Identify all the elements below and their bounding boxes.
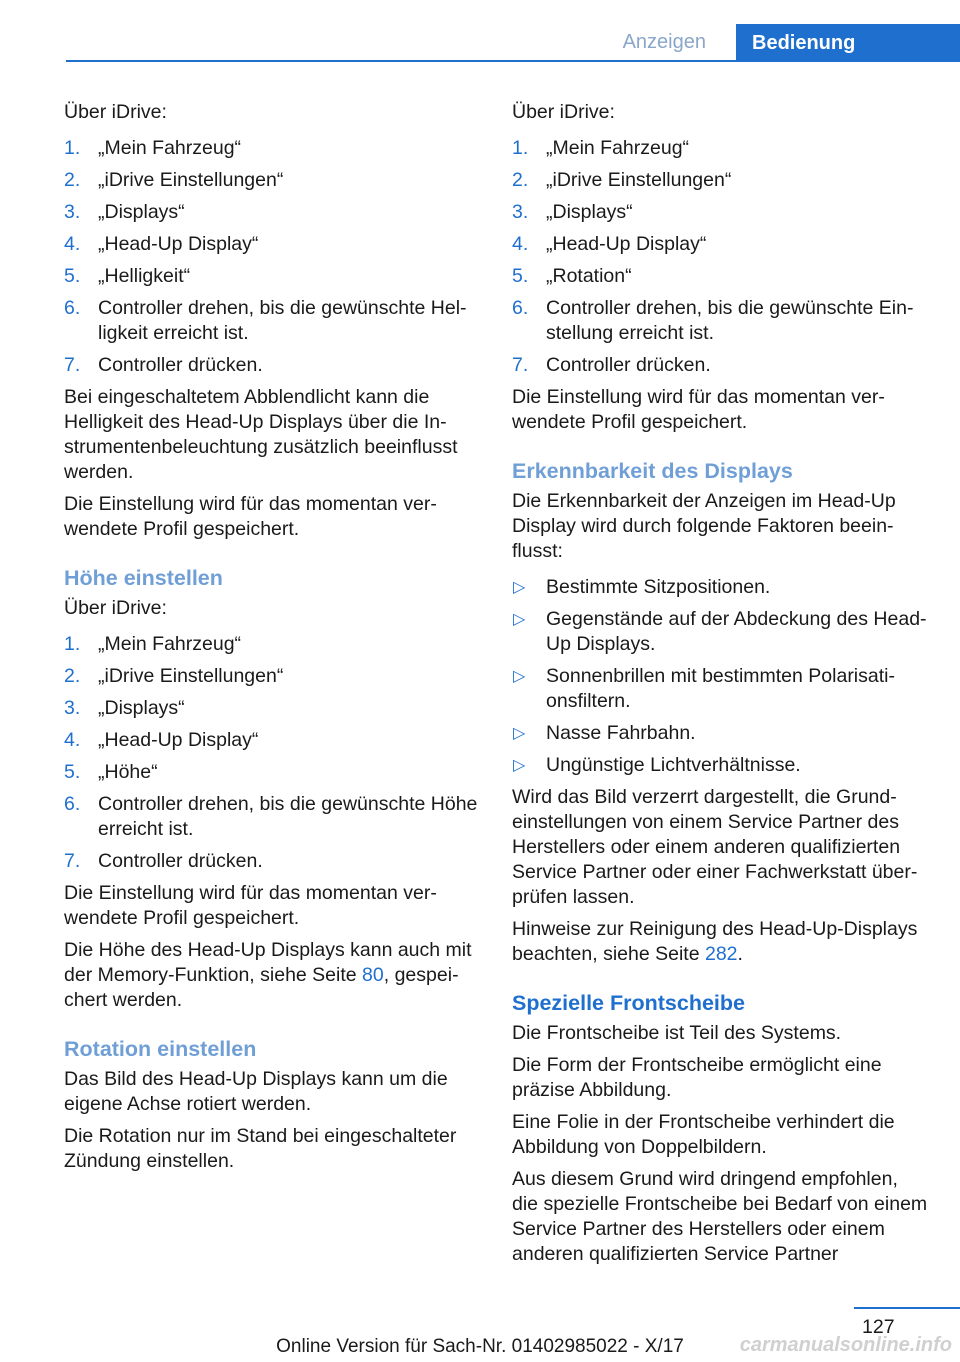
step-number: 4. (64, 233, 81, 255)
paragraph: Die Einstellung wird für das momentan verwendete Profil gespeichert. (64, 493, 437, 540)
step-text: „Mein Fahrzeug“ (98, 633, 242, 655)
list-item (64, 296, 480, 346)
bullet-text: Nasse Fahrbahn. (546, 722, 696, 744)
left-column (64, 100, 480, 1181)
list-item (64, 632, 480, 657)
list-item (64, 136, 480, 161)
list-item (512, 753, 928, 778)
step-text: Controller drehen, bis die gewünschte Einstellung erreicht ist. (546, 297, 914, 344)
triangle-bullet-icon: ▷ (513, 668, 526, 685)
step-number: 1. (64, 137, 81, 159)
step-number: 3. (64, 201, 81, 223)
text-run: . (737, 943, 743, 965)
triangle-bullet-icon: ▷ (513, 611, 526, 628)
step-text: „iDrive Einstellungen“ (98, 169, 284, 191)
page-number: 127 (862, 1316, 895, 1338)
list-item (512, 575, 928, 600)
list-item (64, 760, 480, 785)
bullet-text: Ungünstige Lichtverhältnisse. (546, 754, 801, 776)
step-number: 2. (64, 665, 81, 687)
paragraph: Bei eingeschaltetem Abblendlicht kann die Helligkeit des Head-Up Displays über die Instrumentenbeleuchtung zusätzlich beeinflusst werden. (64, 386, 458, 483)
step-number: 1. (512, 137, 529, 159)
step-text: Controller drehen, bis die gewünschte Helligkeit erreicht ist. (98, 297, 467, 344)
step-number: 7. (64, 850, 81, 872)
heading-spezielle-frontscheibe: Spezielle Frontscheibe (512, 991, 745, 1015)
step-text: „Head-Up Display“ (98, 233, 259, 255)
height-steps (64, 632, 480, 874)
intro-idrive: Über iDrive: (512, 101, 615, 123)
step-number: 5. (512, 265, 529, 287)
paragraph-cleaning (512, 917, 928, 967)
list-item (512, 232, 928, 257)
step-number: 1. (64, 633, 81, 655)
step-text: „Head-Up Display“ (546, 233, 707, 255)
paragraph: Die Einstellung wird für das momentan verwendete Profil gespeichert. (512, 386, 885, 433)
list-item (512, 168, 928, 193)
list-item (512, 664, 928, 714)
list-item (64, 232, 480, 257)
page-link-282[interactable]: 282 (704, 943, 738, 965)
footer-version: Online Version für Sach-Nr. 01402985022 - X/17 (276, 1336, 684, 1357)
page-number-rule (854, 1307, 960, 1309)
step-number: 4. (512, 233, 529, 255)
step-number: 7. (512, 354, 529, 376)
step-text: „Höhe“ (98, 761, 158, 783)
triangle-bullet-icon: ▷ (513, 757, 526, 774)
step-number: 2. (512, 169, 529, 191)
step-number: 7. (64, 354, 81, 376)
step-number: 4. (64, 729, 81, 751)
list-item (64, 200, 480, 225)
step-text: „Rotation“ (546, 265, 632, 287)
triangle-bullet-icon: ▷ (513, 725, 526, 742)
step-text: Controller drücken. (98, 850, 263, 872)
paragraph-memory (64, 938, 480, 1013)
list-item (512, 353, 928, 378)
step-number: 3. (64, 697, 81, 719)
list-item (64, 168, 480, 193)
heading-rotation-einstellen: Rotation einstellen (64, 1037, 257, 1061)
text-run: Hinweise zur Reinigung des Head-Up-Displays beachten, siehe Seite (512, 918, 918, 965)
intro-idrive: Über iDrive: (64, 101, 167, 123)
list-item (64, 264, 480, 289)
list-item (64, 849, 480, 874)
page-header (66, 24, 960, 62)
list-item (64, 664, 480, 689)
step-text: „iDrive Einstellungen“ (98, 665, 284, 687)
step-text: „Helligkeit“ (98, 265, 191, 287)
list-item (512, 296, 928, 346)
step-number: 2. (64, 169, 81, 191)
step-number: 3. (512, 201, 529, 223)
header-rule (66, 60, 960, 62)
step-number: 5. (64, 761, 81, 783)
step-text: „iDrive Einstellungen“ (546, 169, 732, 191)
bullet-text: Sonnenbrillen mit bestimmten Polarisationsfiltern. (546, 665, 895, 712)
step-number: 6. (512, 297, 529, 319)
paragraph: Das Bild des Head-Up Displays kann um die eigene Achse rotiert werden. (64, 1068, 448, 1115)
list-item (64, 353, 480, 378)
intro-idrive: Über iDrive: (64, 597, 167, 619)
step-text: „Mein Fahrzeug“ (98, 137, 242, 159)
paragraph: Die Frontscheibe ist Teil des Systems. (512, 1022, 842, 1044)
step-text: „Mein Fahrzeug“ (546, 137, 690, 159)
watermark: carmanualsonline.info (739, 1334, 952, 1356)
step-text: „Head-Up Display“ (98, 729, 259, 751)
list-item (512, 136, 928, 161)
tab-anzeigen[interactable]: Anzeigen (622, 31, 706, 53)
factor-list (512, 575, 928, 778)
page-link-80[interactable]: 80 (362, 964, 384, 986)
paragraph: Die Rotation nur im Stand bei eingeschalteter Zündung einstellen. (64, 1125, 457, 1172)
step-number: 6. (64, 297, 81, 319)
paragraph: Die Einstellung wird für das momentan verwendete Profil gespeichert. (64, 882, 437, 929)
step-text: „Displays“ (98, 201, 185, 223)
list-item (512, 721, 928, 746)
tab-bedienung[interactable]: Bedienung (736, 24, 960, 62)
triangle-bullet-icon: ▷ (513, 579, 526, 596)
paragraph: Wird das Bild verzerrt dargestellt, die Grundeinstellungen von einem Service Partner des Herstellers oder einem anderen qualifizierten Service Partner oder einer Fachwerkstatt überprüfen lassen. (512, 786, 918, 908)
heading-hoehe-einstellen: Höhe einstellen (64, 566, 223, 590)
rotation-steps (512, 136, 928, 378)
list-item (64, 728, 480, 753)
text-run: , gespeichert werden. (64, 964, 459, 1011)
brightness-steps (64, 136, 480, 378)
heading-erkennbarkeit: Erkennbarkeit des Displays (512, 459, 793, 483)
paragraph: Aus diesem Grund wird dringend empfohlen, die spezielle Frontscheibe bei Bedarf von einem Service Partner des Herstellers oder einem anderen qualifizierten Service Partner (512, 1168, 928, 1265)
step-text: „Displays“ (98, 697, 185, 719)
step-text: Controller drücken. (98, 354, 263, 376)
list-item (64, 696, 480, 721)
text-run: Die Höhe des Head-Up Displays kann auch mit der Memory-Funktion, siehe Seite (64, 939, 472, 986)
step-number: 5. (64, 265, 81, 287)
right-column (512, 100, 928, 1274)
list-item (512, 607, 928, 657)
paragraph: Die Form der Frontscheibe ermöglicht eine präzise Abbildung. (512, 1054, 882, 1101)
list-item (512, 264, 928, 289)
bullet-text: Gegenstände auf der Abdeckung des Head-Up Displays. (546, 608, 927, 655)
bullet-text: Bestimmte Sitzpositionen. (546, 576, 771, 598)
paragraph: Die Erkennbarkeit der Anzeigen im Head-Up Display wird durch folgende Faktoren beeinflusst: (512, 490, 896, 562)
paragraph: Eine Folie in der Frontscheibe verhindert die Abbildung von Doppelbildern. (512, 1111, 895, 1158)
step-text: „Displays“ (546, 201, 633, 223)
step-text: Controller drücken. (546, 354, 711, 376)
list-item (512, 200, 928, 225)
step-text: Controller drehen, bis die gewünschte Höhe erreicht ist. (98, 793, 478, 840)
step-number: 6. (64, 793, 81, 815)
list-item (64, 792, 480, 842)
